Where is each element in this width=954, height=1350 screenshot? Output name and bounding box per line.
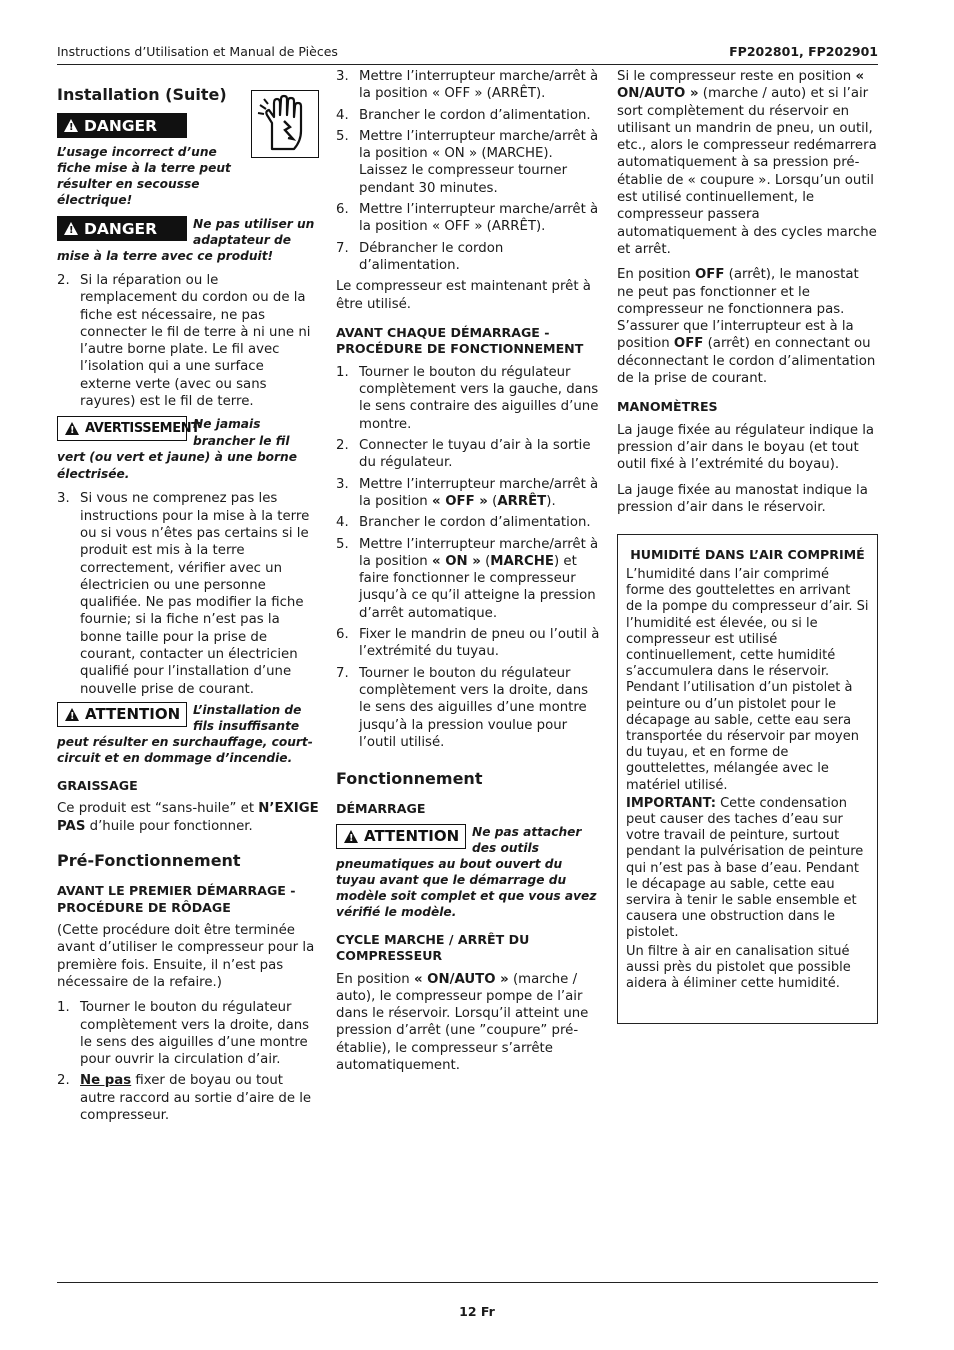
ready-text: Le compresseur est maintenant prêt à être utilisé.: [336, 279, 591, 312]
page-number: 12 Fr: [459, 1304, 495, 1319]
attention-notice-wiring: [57, 702, 319, 766]
list-item: 4. Brancher le cordon d’alimentation.: [336, 107, 591, 123]
demarrage-title: DÉMARRAGE: [336, 801, 426, 817]
danger-notice-adapter: [57, 216, 319, 264]
auto-restart-text: Si le compresseur reste en position « ON/AUTO » (marche / auto) et si l’air sort complètement du réservoir en utilisant un mandrin de pneu, un outil, etc., alors le compresseur redémarrera automatiquement à sa pression pré-établie de « coupure ». Lorsqu’un outil est utilisé continuellement, le compresseur passera automatiquement à des cycles marche et arrêt.: [617, 69, 877, 257]
cycle-text: En position « ON/AUTO » (marche / auto), le compresseur pompe de l’air dans le réservoir. Lorsqu’il atteint une pression d’arrêt (une ”coupure” pré-établie), le compresseur s’arrête automatiquement.: [336, 971, 589, 1074]
humidity-info-box: [617, 534, 878, 1024]
list-item: 3. Si vous ne comprenez pas les instructions pour la mise à la terre ou si vous n’êtes pas certains si le produit est mis à la terre correctement, vérifier avec un électricien ou une personne qualifiée. Ne pas modifier la fiche fournie; si la fiche n’est pas la bonne taille pour la prise de courant, contacter un électricien qualifié pour l’installation d’une nouvelle prise de courant.: [57, 491, 310, 697]
electric-shock-hand-icon: [251, 90, 319, 158]
rodage-list: [57, 999, 319, 1124]
rodage-title: AVANT LE PREMIER DÉMARRAGE - PROCÉDURE DE RÔDAGE: [57, 883, 296, 915]
installation-list-cont: [57, 490, 319, 698]
column-3: [617, 68, 879, 524]
humidity-box-text-2: IMPORTANT: Cette condensation peut causer des taches d’eau sur votre travail de peinture, surtout pendant la pulvérisation de peinture qui n’est pas à base d’eau. Pendant le décapage au sable, cette eau servira à tenir le sable ensemble et causera une obstruction dans le pistolet.: [626, 795, 864, 941]
list-item: 5. Mettre l’interrupteur marche/arrêt à la position « ON » (MARCHE). Laissez le compresseur tourner pendant 30 minutes.: [336, 128, 599, 196]
column-2: [336, 68, 601, 1082]
list-item: 1. Tourner le bouton du régulateur complètement vers la droite, dans le sens des aiguilles d’une montre pour ouvrir la circulation d’air.: [57, 1000, 310, 1068]
list-item: 7. Débrancher le cordon d’alimentation.: [336, 240, 504, 273]
graissage-text: Ce produit est “sans-huile” et N’EXIGE PAS d’huile pour fonctionner.: [57, 801, 319, 834]
danger-text: Ne pas utiliser un adaptateur de mise à la terre avec ce produit!: [57, 217, 315, 263]
attention-text: L’installation de fils insuffisante peut résulter en surchauffage, court-circuit et en dommage d’incendie.: [57, 702, 313, 765]
humidity-box-text-1: L’humidité dans l’air comprimé forme des gouttelettes en arrivant de la pompe du compresseur d’air. Si l’humidité est élevée, ou si le compresseur est utilisé continuellement, cette humidité s’accumulera dans le réservoir. Pendant l’utilisation d’un pistolet à peinture ou d’un pistolet pour le décapage au sable, cette eau sera transportée du réservoir par moyen du tuyau, et en forme de gouttelettes, mélangée avec le matériel utilisé.: [626, 567, 869, 793]
attention-notice-tools: [336, 824, 601, 920]
section-title-fonctionnement: Fonctionnement: [336, 769, 483, 789]
manometres-title: MANOMÈTRES: [617, 399, 718, 415]
list-item: 2. Connecter le tuyau d’air à la sortie du régulateur.: [336, 438, 591, 471]
rodage-intro: (Cette procédure doit être terminée avant d’utiliser le compresseur pour la première fois. Ensuite, il n’est pas nécessaire de la refaire.): [57, 923, 315, 990]
manometres-text-2: La jauge fixée au manostat indique la pression d’air dans le réservoir.: [617, 482, 868, 516]
danger-badge: ! DANGER: [57, 216, 187, 241]
avant-title: AVANT CHAQUE DÉMARRAGE - PROCÉDURE DE FONCTIONNEMENT: [336, 324, 584, 357]
warning-triangle-icon: [65, 708, 79, 721]
avertissement-badge: ! AVERTISSEMENT: [57, 416, 187, 441]
avant-list: [336, 364, 601, 751]
humidity-box-text-3: Un filtre à air en canalisation situé aussi près du pistolet que possible aidera à éliminer cette humidité.: [626, 943, 851, 992]
section-title-installation: Installation (Suite): [57, 85, 227, 104]
graissage-title: GRAISSAGE: [57, 777, 138, 793]
warning-triangle-icon: [64, 119, 78, 132]
manometres-text-1: La jauge fixée au régulateur indique la pression d’air dans le boyau (et tout outil fixé à l’extrémité du boyau).: [617, 422, 875, 473]
list-item: 1. Tourner le bouton du régulateur complètement vers la gauche, dans le sens contraire des aiguilles d’une montre.: [336, 364, 599, 432]
list-item: 5. Mettre l’interrupteur marche/arrêt à la position « ON » (MARCHE) et faire fonctionner le compresseur jusqu’à ce qu’il atteigne la pression d’arrêt automatique.: [336, 536, 599, 621]
danger-notice-plug: [57, 113, 247, 208]
avertissement-notice: [57, 416, 319, 482]
off-position-text: En position OFF (arrêt), le manostat ne peut pas fonctionner et le compresseur ne fonctionnera pas. S’assurer que l’interrupteur est à la position OFF (arrêt) en connectant ou déconnectant le cordon d’alimentation de la prise de courant.: [617, 267, 876, 387]
list-item: 3. Mettre l’interrupteur marche/arrêt à la position « OFF » (ARRÊT).: [336, 69, 599, 102]
list-item: 2. Si la réparation ou le remplacement du cordon ou de la fiche est nécessaire, ne pas connecter le fil de terre à ni une ni l’autre borne plate. Le fil avec l’isolation qui a une surface externe verte (avec ou sans rayures) est le fil de terre.: [57, 273, 311, 410]
list-item: 6. Fixer le mandrin de pneu ou l’outil à l’extrémité du tuyau.: [336, 627, 600, 660]
list-item: 2. Ne pas fixer de boyau ou tout autre raccord au sortie d’aire de le compresseur.: [57, 1073, 312, 1123]
footer-rule: [57, 1282, 878, 1283]
installation-list: [57, 272, 319, 410]
humidity-box-title: HUMIDITÉ DANS L’AIR COMPRIMÉ: [630, 547, 865, 562]
header-manual-title: Instructions d’Utilisation et Manual de Pièces: [57, 44, 338, 59]
attention-badge: ! ATTENTION: [336, 824, 466, 849]
danger-badge: ! DANGER: [57, 113, 187, 138]
warning-triangle-icon: [344, 830, 358, 843]
list-item: 7. Tourner le bouton du régulateur complètement vers la droite, dans le sens des aiguilles d’une montre jusqu’à la pression voulue pour l’outil utilisé.: [336, 665, 589, 750]
header-model-numbers: FP202801, FP202901: [729, 44, 878, 59]
column-1: [57, 68, 319, 1128]
avertissement-text: Ne jamais brancher le fil vert (ou vert et jaune) à une borne électrisée.: [57, 417, 297, 481]
list-item: 3. Mettre l’interrupteur marche/arrêt à la position « OFF » (ARRÊT).: [336, 476, 599, 509]
rodage-list-cont: [336, 68, 601, 274]
section-title-prefonctionnement: Pré-Fonctionnement: [57, 851, 241, 871]
header-rule: [57, 64, 878, 65]
list-item: 6. Mettre l’interrupteur marche/arrêt à la position « OFF » (ARRÊT).: [336, 202, 599, 235]
list-item: 4. Brancher le cordon d’alimentation.: [336, 515, 591, 531]
attention-badge: ! ATTENTION: [57, 702, 187, 727]
cycle-title: CYCLE MARCHE / ARRÊT DU COMPRESSEUR: [336, 931, 530, 964]
warning-triangle-icon: [65, 422, 79, 435]
warning-triangle-icon: [64, 222, 78, 235]
danger-text: L’usage incorrect d’une fiche mise à la terre peut résulter en secousse électrique!: [57, 145, 231, 207]
attention-text: Ne pas attacher des outils pneumatiques au bout ouvert du tuyau avant que le démarrage du modèle soit complet et que vous avez vérifié le modèle.: [336, 824, 597, 919]
